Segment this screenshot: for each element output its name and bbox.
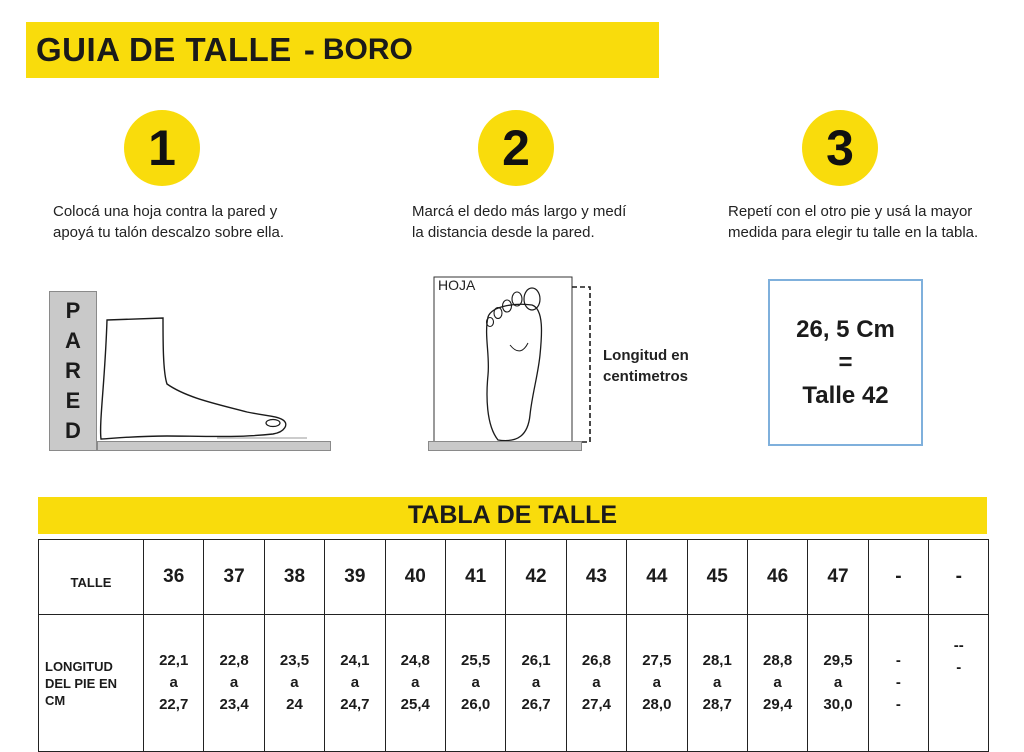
length-min: 22,1 [159,652,189,669]
step-2-line-1: Marcá el dedo más largo y medí [412,203,627,220]
size-cell: 45 [687,540,747,615]
step-2-circle: 2 [478,110,554,186]
wall-letter: D [65,418,81,443]
size-table [38,539,989,752]
length-max: 23,4 [219,696,249,713]
result-length: 26, 5 Cm [796,316,895,343]
length-cell [506,615,566,752]
step-2-text [412,201,626,243]
wall-letter: A [65,328,81,353]
result-equals: = [838,349,853,376]
length-cell [445,615,505,752]
size-header: TALLE [39,540,144,615]
size-cell: 40 [385,540,445,615]
length-min: 24,8 [400,652,430,669]
length-header [39,615,144,752]
length-min: 27,5 [642,652,672,669]
length-sep: a [713,674,722,691]
size-cell: 36 [144,540,204,615]
length-sep: a [411,674,420,691]
length-min: 28,1 [702,652,732,669]
length-min: - [895,652,901,669]
length-min: 26,1 [521,652,551,669]
length-cell [747,615,807,752]
step-3-line-1: Repetí con el otro pie y usá la mayor [728,203,973,220]
length-sep: a [169,674,178,691]
length-cell [264,615,324,752]
side-foot-icon [97,312,307,444]
length-cell [687,615,747,752]
length-sep: a [833,674,843,691]
step-3-circle: 3 [802,110,878,186]
size-row [39,540,989,615]
length-max: 26,0 [461,696,491,713]
size-cell: 42 [506,540,566,615]
length-cell [144,615,204,752]
measure-label [603,345,689,387]
step-3-line-2: medida para elegir tu talle en la tabla. [728,224,979,241]
length-header-line: DEL PIE EN [45,675,118,691]
length-sep: a [531,674,541,691]
length-max: 24 [286,696,303,713]
size-cell: 37 [204,540,264,615]
length-min: 25,5 [461,652,491,669]
length-min: 29,5 [823,652,853,669]
length-sep: a [471,674,480,691]
size-cell: 46 [747,540,807,615]
length-sep: a [290,674,299,691]
length-min: 28,8 [763,652,793,669]
step-2-line-2: la distancia desde la pared. [412,224,595,241]
length-min: 26,8 [581,652,612,669]
size-cell: 39 [325,540,385,615]
length-cell [627,615,687,752]
step-1-text [53,201,284,243]
length-cell [566,615,626,752]
size-cell: 41 [445,540,505,615]
length-min: 24,1 [340,652,370,669]
size-cell: 44 [627,540,687,615]
wall-letter: R [65,358,81,383]
size-cell: 43 [566,540,626,615]
page-title: GUIA DE TALLE [36,31,292,68]
size-cell: - [929,540,989,615]
length-sep: - [956,659,962,676]
length-min: 23,5 [279,652,310,669]
size-cell: 47 [808,540,868,615]
length-cell [868,615,928,752]
length-header-line: LONGITUD [45,658,113,674]
length-max: 24,7 [340,696,370,713]
wall-illustration [49,291,97,451]
result-example-box [768,279,923,446]
length-max: 25,4 [400,696,430,713]
step-1-circle: 1 [124,110,200,186]
table-title: TABLA DE TALLE [38,497,987,534]
length-sep: a [652,674,661,691]
length-cell [929,615,989,752]
length-max: 26,7 [521,696,551,713]
length-sep: a [592,674,601,691]
length-header-line: CM [45,692,66,708]
length-max: 29,4 [763,696,793,713]
length-cell [808,615,868,752]
length-sep: - [895,674,901,691]
step-3-text [728,201,978,243]
floor-2 [428,441,582,451]
length-min: 22,8 [219,652,249,669]
sheet-measure-diagram [428,275,598,451]
length-sep: a [773,674,782,691]
sheet-label: HOJA [438,277,476,293]
length-max: - [895,696,901,713]
size-cell: 38 [264,540,324,615]
length-sep: a [350,674,360,691]
result-size: Talle 42 [802,382,889,409]
step-1-line-1: Colocá una hoja contra la pared y [53,203,278,220]
brand-name: BORO [322,33,413,66]
length-cell [204,615,264,752]
title-banner [26,22,659,78]
length-cell [385,615,445,752]
length-max: 27,4 [581,696,612,713]
step-1-line-2: apoyá tu talón descalzo sobre ella. [53,224,284,241]
length-sep: a [229,674,239,691]
length-max: 28,0 [642,696,672,713]
length-max: 28,7 [702,696,732,713]
length-cell [325,615,385,752]
wall-letter: E [65,388,81,413]
size-cell: - [868,540,928,615]
wall-letter: P [65,298,81,323]
title-separator: - [303,31,315,68]
measure-label-line-2: centimetros [603,368,689,385]
length-max: 22,7 [159,696,189,713]
measure-label-line-1: Longitud en [603,347,689,364]
length-max: 30,0 [823,696,853,713]
length-min: -- [953,637,964,654]
length-row [39,615,989,752]
